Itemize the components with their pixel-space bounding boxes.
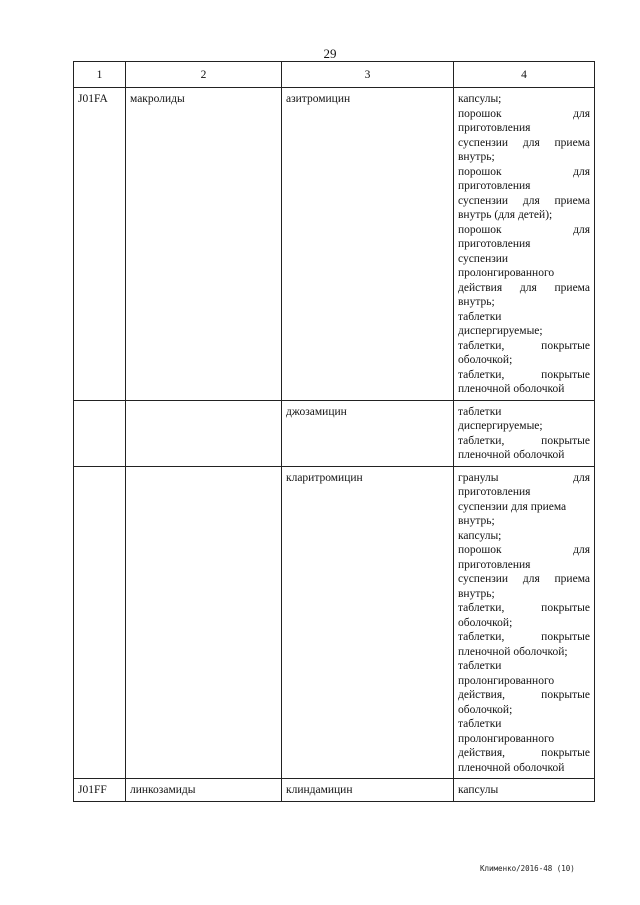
dosage-form-line: таблетки, покрытые (458, 631, 590, 643)
dosage-form-line: таблетки, покрытые (458, 434, 590, 447)
drug-name-cell: азитромицин (282, 88, 454, 401)
dosage-form-line: пролонгированного (458, 267, 555, 279)
dosage-form-line: таблетки, покрытые (458, 602, 590, 614)
group-name-cell: макролиды (126, 88, 282, 401)
dosage-form-line: таблетки (458, 718, 502, 730)
table-row (74, 779, 595, 802)
dosage-form-line: таблетки (458, 310, 502, 323)
dosage-form-line: действия, покрытые (458, 747, 590, 759)
dosage-form-line: капсулы (458, 784, 499, 796)
dosage-form-line: пролонгированного (458, 732, 555, 745)
dosage-form-line: таблетки, покрытые (458, 339, 590, 352)
dosage-form-line: внутрь (для детей); (458, 209, 553, 221)
dosage-form-line: суспензии для приема (458, 136, 590, 149)
dosage-form-line: пленочной оболочкой (458, 383, 565, 395)
table-row (74, 400, 595, 466)
group-name-cell: линкозамиды (126, 779, 282, 802)
drug-name-cell: кларитромицин (282, 466, 454, 779)
dosage-form-line: порошок для (458, 107, 590, 120)
table-body (74, 62, 595, 802)
header-cell-1: 1 (74, 62, 126, 88)
atc-code-cell (74, 466, 126, 779)
dosage-form-line: капсулы; (458, 529, 502, 542)
dosage-form-line: приготовления (458, 180, 531, 192)
header-cell-2: 2 (126, 62, 282, 88)
drug-name-cell: джозамицин (282, 400, 454, 466)
footer-stamp: Клименко/2016-48 (10) (480, 864, 575, 873)
dosage-form-line: приготовления (458, 238, 531, 250)
dosage-form-line: порошок для (458, 165, 590, 178)
dosage-form-line: внутрь; (458, 515, 495, 527)
dosage-form-line: пленочной оболочкой; (458, 645, 568, 658)
dosage-forms-cell (454, 400, 595, 466)
header-row (74, 62, 595, 88)
atc-code-cell: J01FF (74, 779, 126, 802)
dosage-form-line: порошок для (458, 544, 590, 556)
drug-table (73, 61, 595, 802)
dosage-form-line: капсулы; (458, 93, 502, 105)
dosage-form-line: суспензии (458, 252, 509, 265)
dosage-form-line: приготовления (458, 122, 531, 134)
page-number: 29 (323, 46, 337, 61)
dosage-form-line: приготовления (458, 558, 531, 571)
table-row (74, 88, 595, 401)
dosage-form-line: таблетки, покрытые (458, 368, 590, 381)
dosage-form-line: пленочной оболочкой (458, 449, 565, 461)
dosage-forms-cell (454, 466, 595, 779)
header-cell-4: 4 (454, 62, 595, 88)
dosage-form-line: оболочкой; (458, 354, 513, 366)
dosage-form-line: суспензии для приема (458, 194, 590, 207)
dosage-form-line: пленочной оболочкой (458, 761, 565, 774)
dosage-form-line: приготовления (458, 486, 531, 498)
dosage-form-line: диспергируемые; (458, 325, 543, 337)
header-cell-3: 3 (282, 62, 454, 88)
dosage-forms-cell (454, 779, 595, 802)
dosage-form-line: суспензии для приема (458, 500, 567, 513)
group-name-cell (126, 400, 282, 466)
dosage-form-line: суспензии для приема (458, 573, 590, 585)
dosage-form-line: таблетки (458, 660, 502, 672)
dosage-form-line: внутрь; (458, 151, 495, 163)
dosage-form-line: действия, покрытые (458, 689, 590, 701)
dosage-form-line: оболочкой; (458, 703, 513, 716)
group-name-cell (126, 466, 282, 779)
dosage-form-line: внутрь; (458, 296, 495, 308)
dosage-form-line: гранулы для (458, 471, 590, 484)
drug-name-cell: клиндамицин (282, 779, 454, 802)
dosage-form-line: оболочкой; (458, 616, 513, 629)
dosage-form-line: пролонгированного (458, 674, 555, 687)
dosage-forms-cell (454, 88, 595, 401)
dosage-form-line: таблетки (458, 405, 502, 418)
table-row (74, 466, 595, 779)
atc-code-cell: J01FA (74, 88, 126, 401)
atc-code-cell (74, 400, 126, 466)
dosage-form-line: действия для приема (458, 281, 590, 294)
dosage-form-line: внутрь; (458, 587, 495, 600)
dosage-form-line: порошок для (458, 223, 590, 236)
dosage-form-line: диспергируемые; (458, 420, 543, 432)
